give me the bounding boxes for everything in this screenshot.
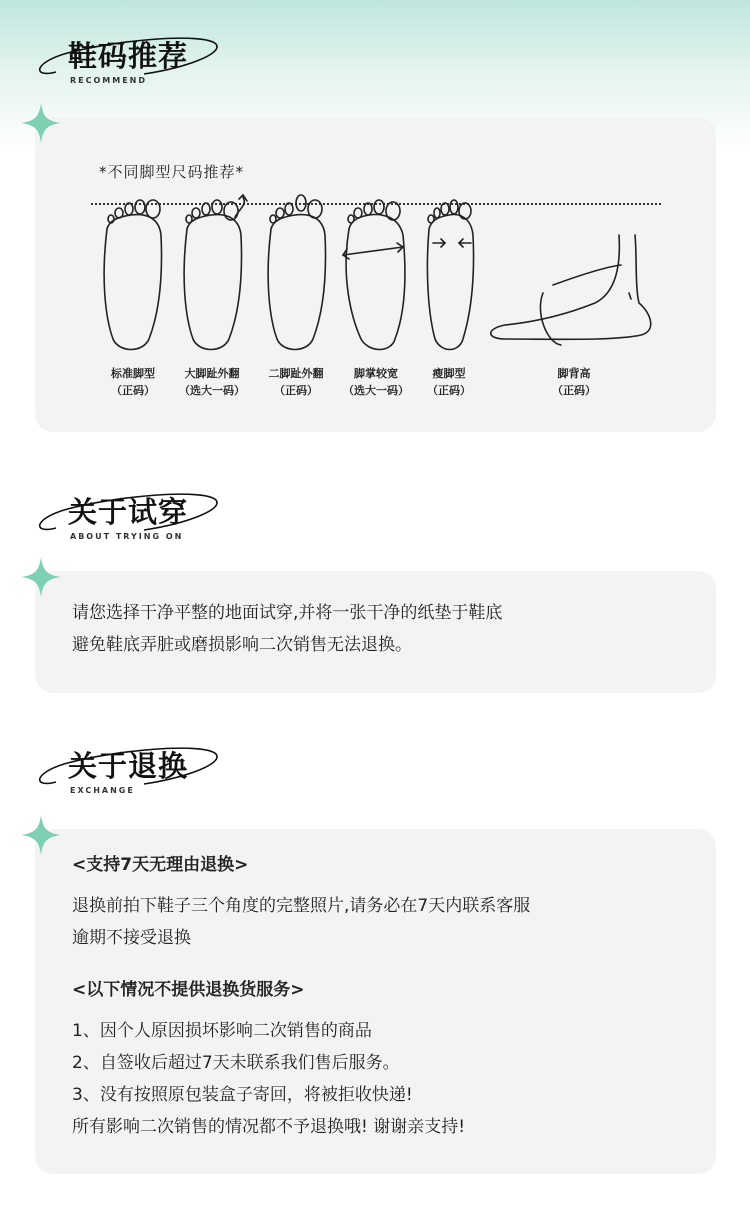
exchange-card [35, 829, 716, 1174]
exchange-line-2: 逾期不接受退换 [72, 928, 191, 948]
exchange-rule-3: 3、没有按照原包装盒子寄回，将被拒收快递! [72, 1085, 413, 1105]
foot-wide-icon [343, 200, 405, 350]
foot-label-slim: 瘦脚型 （正码） [427, 367, 471, 397]
exchange-heading-2: <以下情况不提供退换货服务> [72, 980, 305, 1000]
exchange-heading-1: <支持7天无理由退换> [72, 855, 249, 875]
foot-label-wide: 脚掌较宽 （选大一码） [343, 367, 409, 397]
section-header-size [34, 34, 234, 104]
section-title: 关于退换 [68, 749, 189, 783]
trying-line-2: 避免鞋底弄脏或磨损影响二次销售无法退换。 [72, 635, 412, 655]
sparkle-icon [21, 557, 61, 597]
foot-slim-icon [427, 200, 473, 350]
section-subtitle: RECOMMEND [70, 76, 148, 85]
foot-label-bunion: 大脚趾外翻 （选大一码） [179, 367, 245, 397]
exchange-rule-2: 2、自签收后超过7天未联系我们售后服务。 [72, 1053, 400, 1073]
foot-standard-icon [104, 200, 161, 350]
sparkle-icon [21, 815, 61, 855]
feet-caption: *不同脚型尺码推荐* [99, 163, 245, 181]
foot-high-instep-icon [491, 235, 651, 345]
exchange-rule-1: 1、因个人原因损坏影响二次销售的商品 [72, 1021, 372, 1041]
section-subtitle: ABOUT TRYING ON [70, 532, 184, 541]
trying-line-1: 请您选择干净平整的地面试穿,并将一张干净的纸垫于鞋底 [72, 603, 503, 623]
section-title: 关于试穿 [68, 495, 189, 529]
section-title: 鞋码推荐 [68, 39, 189, 73]
foot-label-standard: 标准脚型 （正码） [111, 367, 155, 397]
section-header-trying [34, 490, 234, 560]
foot-label-second-toe: 二脚趾外翻 （正码） [268, 367, 324, 397]
trying-card [35, 571, 716, 693]
foot-label-high-instep: 脚背高 （正码） [552, 367, 596, 397]
foot-second-toe-icon [268, 195, 325, 350]
exchange-line-1: 退换前拍下鞋子三个角度的完整照片,请务必在7天内联系客服 [72, 896, 531, 916]
foot-bunion-icon [184, 195, 247, 350]
section-subtitle: EXCHANGE [70, 786, 135, 795]
section-header-exchange [34, 744, 234, 814]
size-recommend-card [35, 117, 716, 432]
exchange-rule-4: 所有影响二次销售的情况都不予退换哦! 谢谢亲支持! [72, 1117, 466, 1137]
feet-illustration [35, 117, 716, 367]
